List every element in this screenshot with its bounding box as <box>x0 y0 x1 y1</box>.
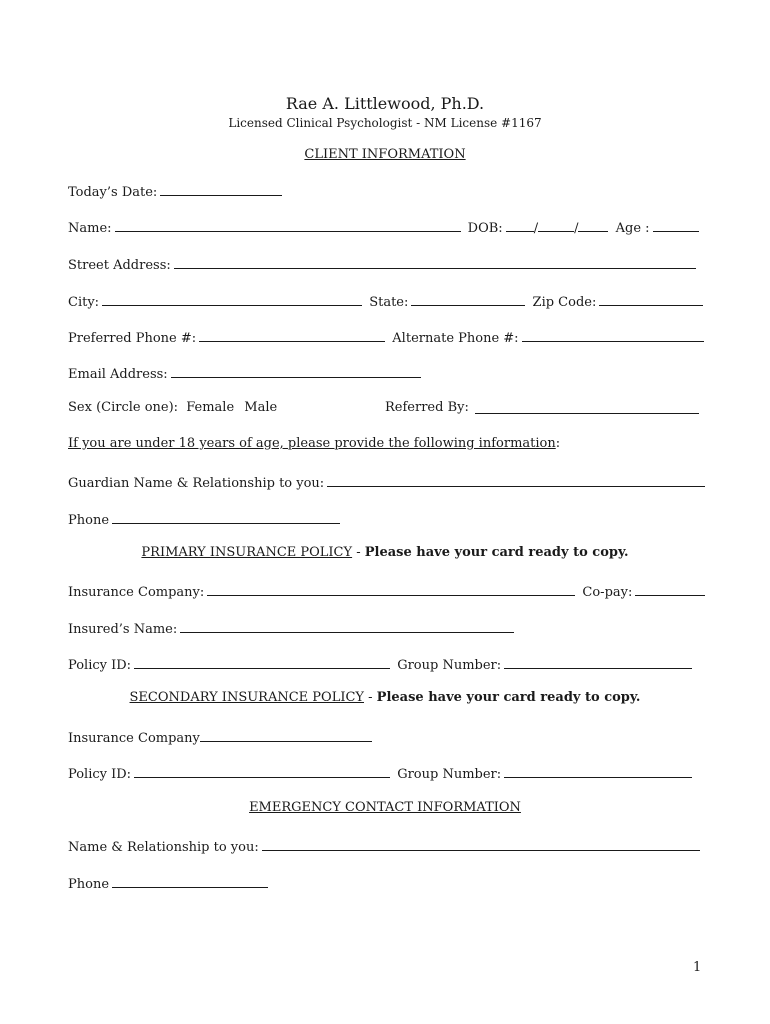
label-sex: Sex (Circle one): <box>68 400 179 415</box>
row-guardian-phone <box>68 509 702 530</box>
license-subtitle: Licensed Clinical Psychologist - NM License #1167 <box>228 116 542 130</box>
primary-company-field[interactable] <box>207 581 575 596</box>
city-field[interactable] <box>102 291 362 306</box>
row-city-state-zip <box>68 291 702 312</box>
secondary-group-number-field[interactable] <box>504 763 692 778</box>
state-field[interactable] <box>411 291 525 306</box>
guardian-field[interactable] <box>327 472 705 487</box>
referred-by-field[interactable] <box>475 399 699 414</box>
section-client-information <box>0 147 770 162</box>
row-street-address <box>68 254 702 275</box>
label-todays-date: Today’s Date: <box>68 185 158 200</box>
row-insured-name <box>68 618 702 639</box>
row-emergency-name <box>68 836 702 857</box>
minor-note: If you are under 18 years of age, please provide the following information <box>68 436 556 451</box>
row-email <box>68 363 702 384</box>
label-preferred-phone: Preferred Phone #: <box>68 331 197 346</box>
email-field[interactable] <box>171 363 421 378</box>
row-primary-company <box>68 581 702 602</box>
street-address-field[interactable] <box>174 254 696 269</box>
secondary-insurance-heading: SECONDARY INSURANCE POLICY <box>129 690 364 705</box>
label-age: Age : <box>615 221 650 236</box>
name-field[interactable] <box>115 217 461 232</box>
row-phones <box>68 327 702 348</box>
label-insurance-company-secondary: Insurance Company <box>68 731 200 746</box>
dob-month-field[interactable] <box>506 217 534 232</box>
todays-date-field[interactable] <box>160 181 282 196</box>
primary-card-note: Please have your card ready to copy. <box>364 545 629 560</box>
label-insured-name: Insured’s Name: <box>68 622 178 637</box>
row-guardian <box>68 472 702 493</box>
practitioner-name: Rae A. Littlewood, Ph.D. <box>285 94 485 113</box>
guardian-phone-field[interactable] <box>112 509 340 524</box>
label-guardian-phone: Phone <box>68 513 110 528</box>
label-guardian: Guardian Name & Relationship to you: <box>68 476 325 491</box>
label-email: Email Address: <box>68 367 168 382</box>
label-copay: Co-pay: <box>582 585 633 600</box>
label-state: State: <box>369 295 409 310</box>
emergency-phone-field[interactable] <box>112 873 268 888</box>
label-name: Name: <box>68 221 112 236</box>
label-policy-id: Policy ID: <box>68 658 132 673</box>
section-client-heading: CLIENT INFORMATION <box>304 147 466 162</box>
minor-note-colon: : <box>555 436 561 451</box>
copay-field[interactable] <box>635 581 705 596</box>
row-minor-note <box>68 435 702 453</box>
dob-separator: / <box>533 221 539 236</box>
row-primary-policy <box>68 654 702 675</box>
secondary-policy-id-field[interactable] <box>134 763 390 778</box>
label-zip: Zip Code: <box>532 295 597 310</box>
primary-policy-id-field[interactable] <box>134 654 390 669</box>
emergency-contact-heading: EMERGENCY CONTACT INFORMATION <box>249 800 521 815</box>
option-male[interactable]: Male <box>244 400 278 415</box>
label-alternate-phone: Alternate Phone #: <box>392 331 519 346</box>
age-field[interactable] <box>653 217 699 232</box>
secondary-company-field[interactable] <box>200 727 372 742</box>
secondary-dash: - <box>364 690 377 705</box>
page-number: 1 <box>693 960 702 975</box>
row-secondary-policy <box>68 763 702 784</box>
primary-insurance-heading: PRIMARY INSURANCE POLICY <box>141 545 353 560</box>
insured-name-field[interactable] <box>180 618 514 633</box>
dob-year-field[interactable] <box>578 217 608 232</box>
option-female[interactable]: Female <box>186 400 235 415</box>
label-policy-id-secondary: Policy ID: <box>68 767 132 782</box>
label-group-number-secondary: Group Number: <box>397 767 502 782</box>
section-secondary-insurance <box>0 690 770 705</box>
row-secondary-company <box>68 727 702 748</box>
label-street-address: Street Address: <box>68 258 171 273</box>
secondary-card-note: Please have your card ready to copy. <box>376 690 641 705</box>
section-emergency-contact <box>0 800 770 815</box>
emergency-name-field[interactable] <box>262 836 700 851</box>
row-todays-date <box>68 181 702 202</box>
zip-code-field[interactable] <box>599 291 703 306</box>
label-insurance-company: Insurance Company: <box>68 585 205 600</box>
label-group-number: Group Number: <box>397 658 502 673</box>
dob-day-field[interactable] <box>538 217 574 232</box>
label-dob: DOB: <box>467 221 503 236</box>
row-name-dob-age <box>68 217 702 238</box>
label-referred-by: Referred By: <box>385 400 469 415</box>
label-emergency-phone: Phone <box>68 877 110 892</box>
preferred-phone-field[interactable] <box>199 327 385 342</box>
alternate-phone-field[interactable] <box>522 327 704 342</box>
section-primary-insurance <box>0 545 770 560</box>
dob-separator: / <box>574 221 579 236</box>
primary-dash: - <box>352 545 365 560</box>
row-sex-referred <box>68 399 702 417</box>
label-city: City: <box>68 295 100 310</box>
primary-group-number-field[interactable] <box>504 654 692 669</box>
label-emergency-relationship: Name & Relationship to you: <box>68 840 259 855</box>
row-emergency-phone <box>68 873 702 894</box>
